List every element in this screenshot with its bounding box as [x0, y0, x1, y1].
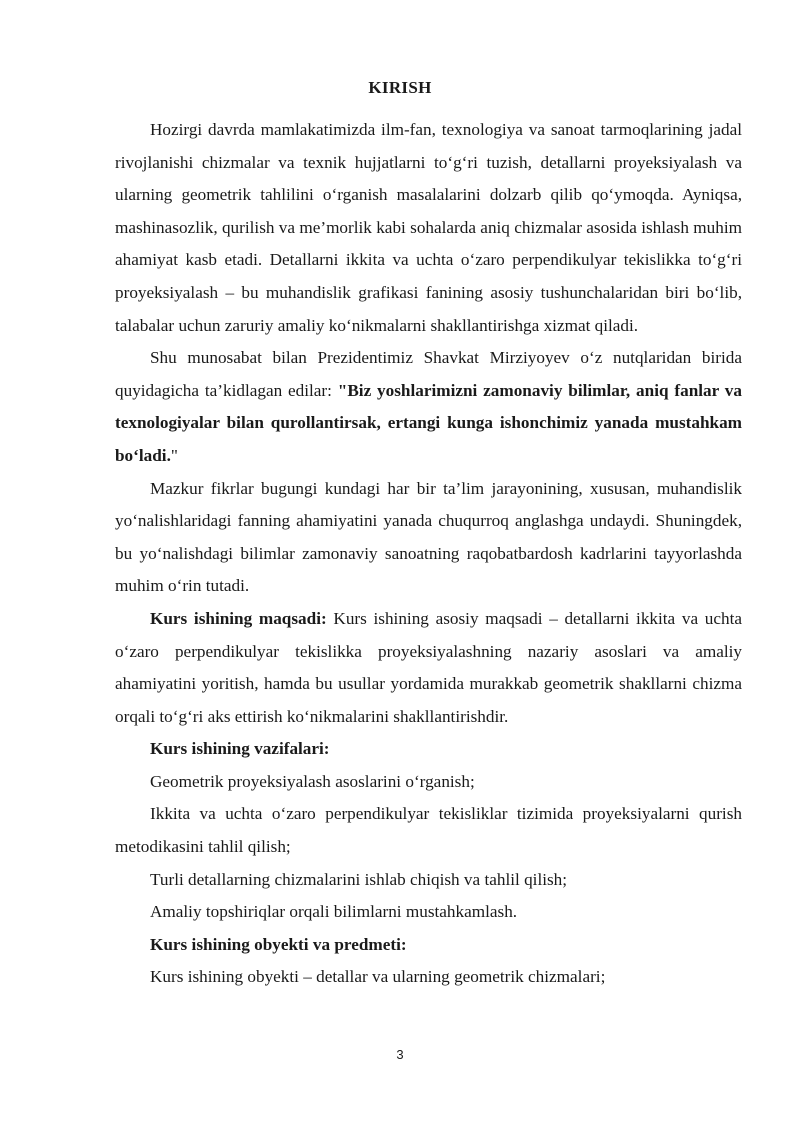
goal-paragraph	[115, 603, 742, 733]
president-quote: "Biz yoshlarimizni zamonaviy bilimlar, aniq fanlar va texnologiyalar bilan qurollantirsak, ertangi kunga ishonchimiz yanada mustahkam bo‘ladi.	[115, 380, 742, 465]
object-heading: Kurs ishining obyekti va predmeti:	[150, 934, 407, 954]
tasks-heading: Kurs ishining vazifalari:	[150, 739, 330, 759]
quote-closing-mark: "	[170, 445, 178, 465]
quote-paragraph	[115, 342, 742, 472]
goal-label: Kurs ishining maqsadi:	[150, 608, 327, 628]
task-item: Geometrik proyeksiyalash asoslarini o‘rganish;	[150, 771, 475, 791]
task-item: Turli detallarning chizmalarini ishlab chiqish va tahlil qilish;	[150, 869, 568, 889]
relevance-paragraph: Mazkur fikrlar bugungi kundagi har bir ta’lim jarayonining, xususan, muhandislik yo‘nalishlaridagi fanning ahamiyatini yanada chuqurroq anglashga undaydi. Shuningdek, bu yo‘nalishdagi bilimlar zamonaviy sanoatning raqobatbardosh kadrlarini tayyorlashda muhim o‘rin tutadi.	[115, 478, 742, 596]
page-number: 3	[396, 1047, 404, 1062]
task-item: Amaliy topshiriqlar orqali bilimlarni mustahkamlash.	[150, 902, 518, 922]
intro-paragraph: Hozirgi davrda mamlakatimizda ilm-fan, texnologiya va sanoat tarmoqlarining jadal rivojlanishi chizmalar va texnik hujjatlarni to‘g‘ri tuzish, detallarni proyeksiyalash va ularning geometrik tahlilini o‘rganish masalalarini dolzarb qilib qo‘ymoqda. Ayniqsa, mashinasozlik, qurilish va me’morlik kabi sohalarda aniq chizmalar asosida ishlash muhim ahamiyat kasb etadi. Detallarni ikkita va uchta o‘zaro perpendikulyar tekislikka to‘g‘ri proyeksiyalash – bu muhandislik grafikasi fanining asosiy tushunchalaridan biri bo‘lib, talabalar uchun zaruriy amaliy ko‘nikmalarni shakllantirishga xizmat qiladi.	[115, 120, 742, 335]
object-text: Kurs ishining obyekti – detallar va ularning geometrik chizmalari;	[150, 967, 606, 987]
goal-text: Kurs ishining asosiy maqsadi – detallarni ikkita va uchta o‘zaro perpendikulyar tekislikka proyeksiyalashning nazariy asoslari va amaliy ahamiyatini yoritish, hamda bu usullar yordamida murakkab geometrik shakllarni chizma orqali to‘g‘ri aks ettirish ko‘nikmalarini shakllantirishdir.	[115, 608, 742, 726]
page-title: KIRISH	[368, 78, 432, 97]
task-item: Ikkita va uchta o‘zaro perpendikulyar tekisliklar tizimida proyeksiyalarni qurish metodikasini tahlil qilish;	[115, 804, 742, 857]
quote-intro-text: Shu munosabat bilan Prezidentimiz Shavkat Mirziyoyev o‘z nutqlaridan birida quyidagicha ta’kidlagan edilar:	[115, 348, 742, 400]
document-body	[115, 114, 742, 994]
